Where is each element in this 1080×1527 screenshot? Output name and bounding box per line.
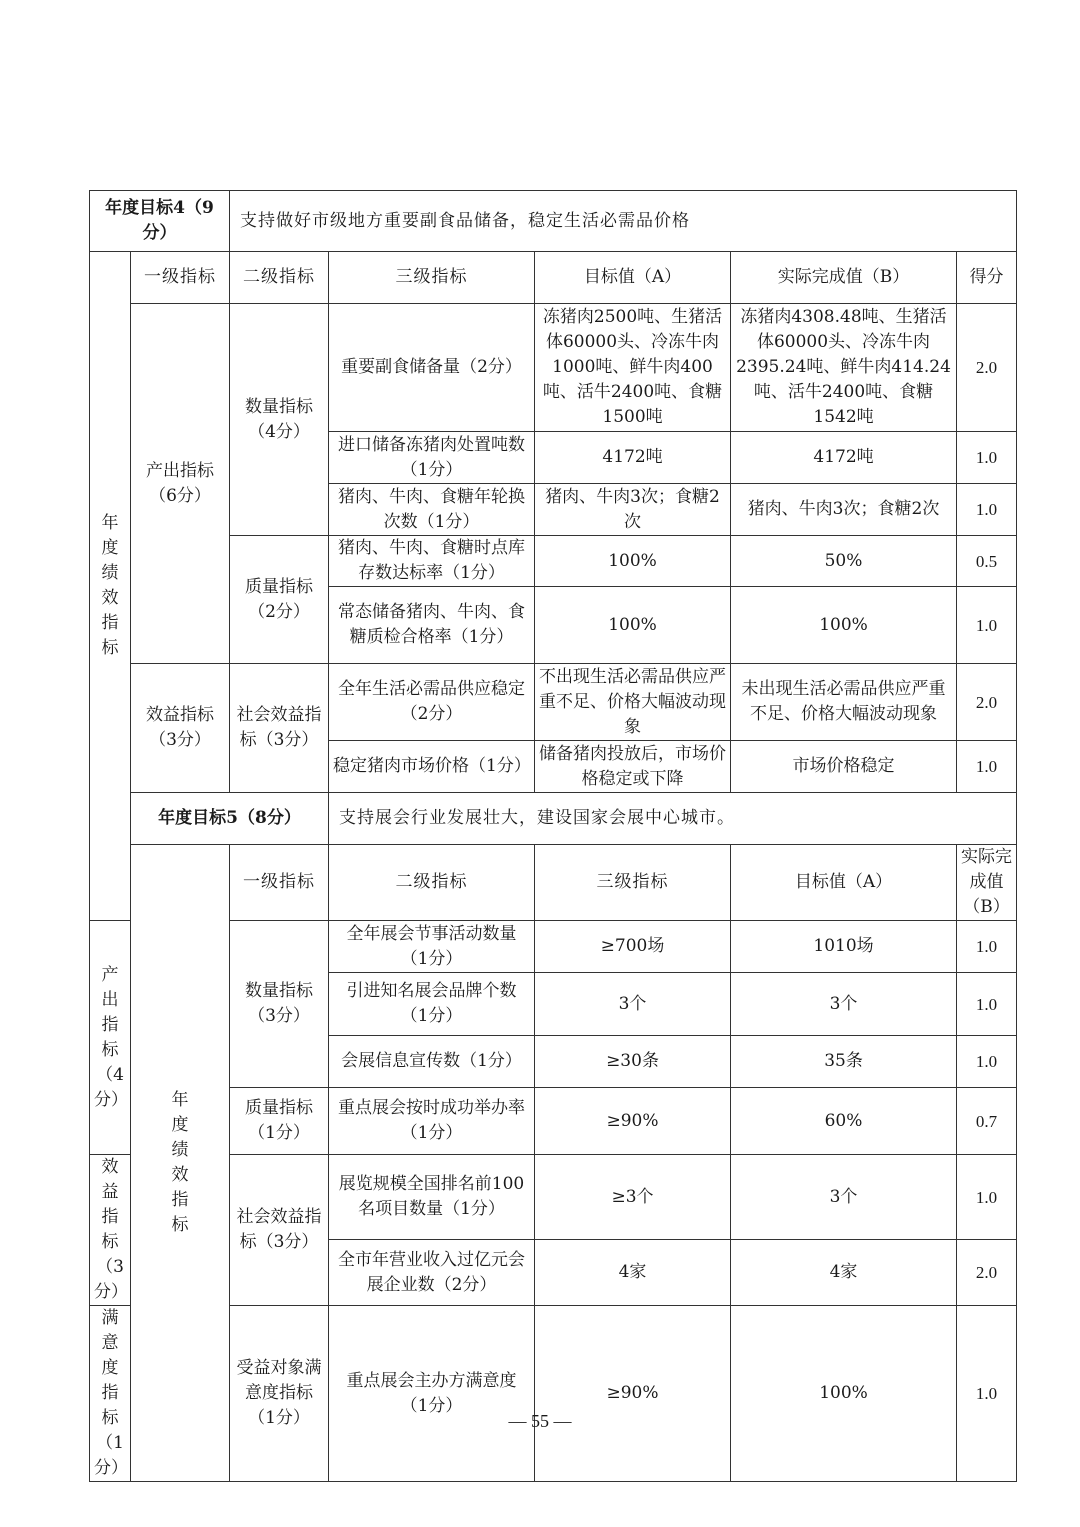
actual-cell: 3个 [731,1155,957,1240]
table-row [90,1306,1017,1482]
goal4-header-row [90,191,1017,252]
goal4-output-label: 产出指标（6分） [131,304,230,664]
indicator-cell: 进口储备冻猪肉处置吨数（1分） [329,432,535,484]
target-cell: ≥700场 [535,921,731,973]
header-level3: 三级指标 [329,252,535,304]
score-cell: 1.0 [957,1155,1017,1240]
actual-cell: 冻猪肉4308.48吨、生猪活体60000头、冷冻牛肉2395.24吨、鲜牛肉414.24吨、活牛2400吨、食糖1542吨 [731,304,957,432]
header-score: 得分 [957,252,1017,304]
header-actual: 实际完成值（B） [731,252,957,304]
table-row [90,921,1017,973]
target-cell: 4家 [535,1240,731,1306]
actual-cell: 100% [731,587,957,664]
target-cell: 3个 [535,973,731,1036]
target-cell: ≥90% [535,1306,731,1482]
goal4-benefit-label: 效益指标（3分） [131,664,230,793]
goal4-section-label-text: 年度绩效指标 [101,513,119,658]
score-cell: 1.0 [957,741,1017,793]
header-actual: 实际完成值（B） [957,845,1017,921]
table-row [90,304,1017,432]
indicator-cell: 展览规模全国排名前100名项目数量（1分） [329,1155,535,1240]
header-target: 目标值（A） [535,252,731,304]
actual-cell: 1010场 [731,921,957,973]
page-number: — 55 — [508,1411,572,1431]
performance-table [89,190,1017,1482]
goal5-quality-label: 质量指标（1分） [230,1088,329,1155]
header-level3: 三级指标 [535,845,731,921]
score-cell: 1.0 [957,1036,1017,1088]
actual-cell: 4家 [731,1240,957,1306]
actual-cell: 4172吨 [731,432,957,484]
target-cell: 4172吨 [535,432,731,484]
score-cell: 0.5 [957,536,1017,587]
indicator-cell: 重点展会主办方满意度（1分） [329,1306,535,1482]
actual-cell: 50% [731,536,957,587]
table-row [90,664,1017,741]
goal5-output-label: 产出指标（4分） [90,921,131,1155]
header-level2: 二级指标 [230,252,329,304]
indicator-cell: 全年生活必需品供应稳定（2分） [329,664,535,741]
target-cell: 猪肉、牛肉3次；食糖2次 [535,484,731,536]
actual-cell: 未出现生活必需品供应严重不足、价格大幅波动现象 [731,664,957,741]
table-row [90,1155,1017,1240]
actual-cell: 60% [731,1088,957,1155]
header-level1: 一级指标 [131,252,230,304]
header-level2: 二级指标 [329,845,535,921]
actual-cell: 35条 [731,1036,957,1088]
indicator-cell: 猪肉、牛肉、食糖时点库存数达标率（1分） [329,536,535,587]
score-cell: 1.0 [957,1306,1017,1482]
goal5-column-header-row [90,845,1017,921]
table-row [90,536,1017,587]
indicator-cell: 重要副食储备量（2分） [329,304,535,432]
target-cell: 冻猪肉2500吨、生猪活体60000头、冷冻牛肉1000吨、鲜牛肉400吨、活牛2400吨、食糖1500吨 [535,304,731,432]
goal5-beneficiary-label: 受益对象满意度指标（1分） [230,1306,329,1482]
indicator-cell: 常态储备猪肉、牛肉、食糖质检合格率（1分） [329,587,535,664]
indicator-cell: 重点展会按时成功举办率（1分） [329,1088,535,1155]
goal5-social-label: 社会效益指标（3分） [230,1155,329,1306]
goal4-text: 支持做好市级地方重要副食品储备，稳定生活必需品价格 [230,191,1017,252]
target-cell: ≥30条 [535,1036,731,1088]
target-cell: ≥3个 [535,1155,731,1240]
score-cell: 2.0 [957,304,1017,432]
goal4-social-label: 社会效益指标（3分） [230,664,329,793]
indicator-cell: 稳定猪肉市场价格（1分） [329,741,535,793]
indicator-cell: 全市年营业收入过亿元会展企业数（2分） [329,1240,535,1306]
indicator-cell: 猪肉、牛肉、食糖年轮换次数（1分） [329,484,535,536]
indicator-cell: 全年展会节事活动数量（1分） [329,921,535,973]
goal4-quantity-label: 数量指标（4分） [230,304,329,536]
target-cell: 100% [535,587,731,664]
goal5-header-row [90,793,1017,845]
target-cell: 储备猪肉投放后，市场价格稳定或下降 [535,741,731,793]
score-cell: 1.0 [957,484,1017,536]
score-cell: 2.0 [957,664,1017,741]
goal5-section-label-text: 年度绩效指标 [171,1090,189,1235]
actual-cell: 猪肉、牛肉3次；食糖2次 [731,484,957,536]
target-cell: 100% [535,536,731,587]
header-target: 目标值（A） [731,845,957,921]
score-cell: 1.0 [957,587,1017,664]
goal5-satisfaction-label: 满意度指标（1分） [90,1306,131,1482]
score-cell: 1.0 [957,921,1017,973]
goal4-section-label [90,252,131,921]
goal5-text: 支持展会行业发展壮大，建设国家会展中心城市。 [329,793,1017,845]
target-cell: ≥90% [535,1088,731,1155]
score-cell: 2.0 [957,1240,1017,1306]
actual-cell: 3个 [731,973,957,1036]
header-level1: 一级指标 [230,845,329,921]
table-row [90,1088,1017,1155]
goal4-column-header-row [90,252,1017,304]
score-cell: 1.0 [957,973,1017,1036]
goal5-label: 年度目标5（8分） [131,793,329,845]
score-cell: 0.7 [957,1088,1017,1155]
actual-cell: 100% [731,1306,957,1482]
goal4-quality-label: 质量指标（2分） [230,536,329,664]
goal4-label: 年度目标4（9分） [90,191,230,252]
indicator-cell: 会展信息宣传数（1分） [329,1036,535,1088]
target-cell: 不出现生活必需品供应严重不足、价格大幅波动现象 [535,664,731,741]
goal5-benefit-label: 效益指标（3分） [90,1155,131,1306]
goal5-section-label [131,845,230,1482]
actual-cell: 市场价格稳定 [731,741,957,793]
score-cell: 1.0 [957,432,1017,484]
indicator-cell: 引进知名展会品牌个数（1分） [329,973,535,1036]
goal5-quantity-label: 数量指标（3分） [230,921,329,1088]
